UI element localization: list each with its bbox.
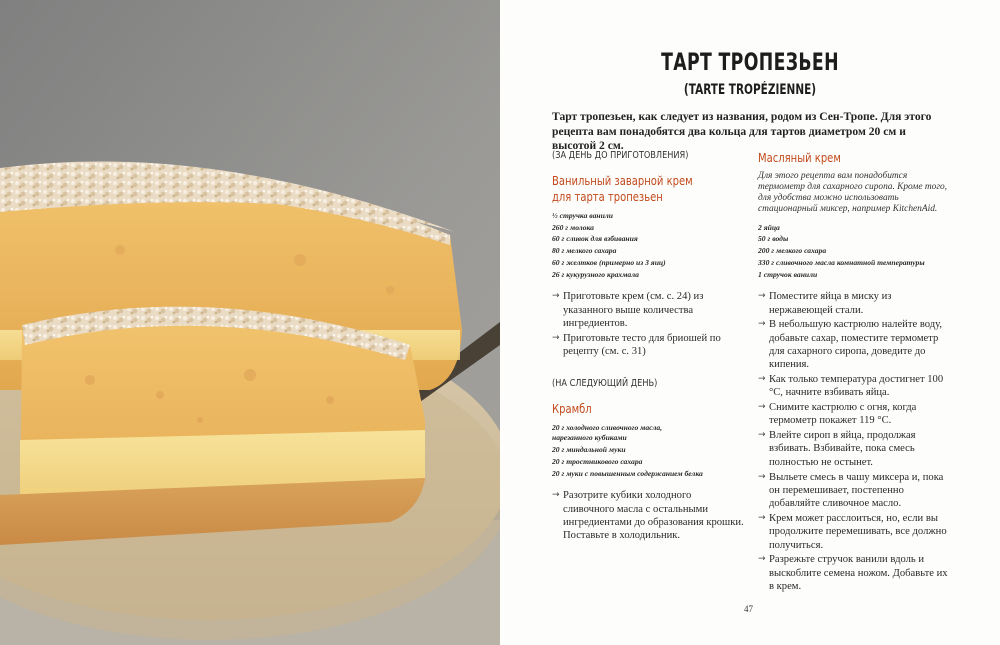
ingredient-item: 330 г сливочного масла комнатной температуры [758,257,925,267]
step-text: Выльете смесь в чашу миксера и, пока он перемешивает, постепенно добавляйте сливочное масло. [769,471,944,510]
ingredient-item: 200 г мелкого сахара [758,246,827,256]
buttercream-heading: Масляный крем [758,150,841,165]
ingredient-item: 1 стручок ванили [758,269,818,279]
arrow-icon: → [552,490,560,501]
ingredient-item: 26 г кукурузного крахмала [552,269,639,279]
step-item [552,489,744,542]
crumble-ingredients [552,423,744,480]
step-item [758,471,950,511]
ingredient-item: 20 г тростникового сахара [552,456,643,466]
vanilla-cream-heading-cont: для тарта тропезьен [552,188,663,204]
arrow-icon: → [758,430,766,441]
step-item [758,429,950,469]
step-text: Крем может расслоиться, но, если вы продолжите перемешивать, все должно получиться. [769,512,947,551]
step-text: Как только температура достигнет 100 °С, начните взбивать яйца. [769,373,944,399]
buttercream-ingredients [758,222,950,281]
vanilla-cream-heading: Ванильный заварной крем [552,173,693,188]
arrow-icon: → [758,373,766,384]
left-column [552,150,744,543]
crumble-steps [552,489,744,542]
step-text: Разотрите кубики холодного сливочного масла с остальными ингредиентами до образования крошки. Поставьте в холодильник. [563,490,744,542]
ingredient-item: 60 г сливок для взбивания [552,234,638,244]
step-text: Приготовьте тесто для бриошей по рецепту (см. с. 31) [563,332,721,357]
ingredient-item: 20 г муки с повышенным содержанием белка [552,468,703,478]
arrow-icon: → [758,402,766,413]
next-day-note: (НА СЛЕДУЮЩИЙ ДЕНЬ) [552,378,658,390]
recipe-subtitle: (TARTE TROPÉZIENNE) [683,82,817,98]
recipe-page [500,0,1000,645]
day-before-note: (ЗА ДЕНЬ ДО ПРИГОТОВЛЕНИЯ) [552,150,689,161]
step-item [758,290,950,317]
arrow-icon: → [552,332,560,343]
ingredient-item: 260 г молока [552,222,594,232]
page-number: 47 [744,604,753,614]
step-item [552,332,744,359]
arrow-icon: → [758,512,766,523]
recipe-title: ТАРТ ТРОПЕЗЬЕН [661,48,839,76]
step-text: Влейте сироп в яйца, продолжая взбивать. Взбивайте, пока смесь полностью не остынет. [769,430,916,468]
crumble-heading: Крамбл [552,401,592,417]
step-item [552,290,744,330]
right-column [758,150,950,593]
step-text: Разрежьте стручок ванили вдоль и выскоблите семена ножом. Добавьте их в крем. [769,554,948,592]
vanilla-cream-steps [552,290,744,358]
arrow-icon: → [758,319,766,330]
step-item [758,318,950,371]
step-text: Приготовьте крем (см. с. 24) из указанного выше количества ингредиентов. [563,291,704,329]
ingredient-item: ½ стручка ванили [552,211,613,220]
arrow-icon: → [758,291,766,302]
arrow-icon: → [552,291,560,302]
step-item [758,401,950,428]
buttercream-note: Для этого рецепта вам понадобится термометр для сахарного сиропа. Кроме того, для удобства можно использовать стационарный миксер, например KitchenAid. [758,170,948,215]
step-item [758,512,950,552]
recipe-intro: Тарт тропезьен, как следует из названия, родом из Сен-Тропе. Для этого рецепта вам понадобятся два кольца для тартов диаметром 20 см и высотой 2 см. [552,110,932,152]
ingredient-item: 2 яйца [758,222,780,232]
ingredient-item: 20 г холодного сливочного масла, нарезанного кубиками [552,422,663,442]
step-text: В небольшую кастрюлю налейте воду, добавьте сахар, поместите термометр для сахарного сиропа, доведите до кипения. [769,319,943,371]
ingredient-item: 20 г миндальной муки [552,445,626,455]
step-item [758,373,950,400]
ingredient-item: 50 г воды [758,234,789,244]
step-text: Поместите яйца в миску из нержавеющей стали. [769,291,892,316]
step-item [758,553,950,593]
vanilla-cream-ingredients [552,210,744,280]
ingredient-item: 80 г мелкого сахара [552,246,617,256]
arrow-icon: → [758,554,766,565]
step-text: Снимите кастрюлю с огня, когда термометр покажет 119 °С. [769,402,917,427]
buttercream-steps [758,290,950,593]
arrow-icon: → [758,471,766,482]
ingredient-item: 60 г желтков (примерно из 3 яиц) [552,257,666,267]
